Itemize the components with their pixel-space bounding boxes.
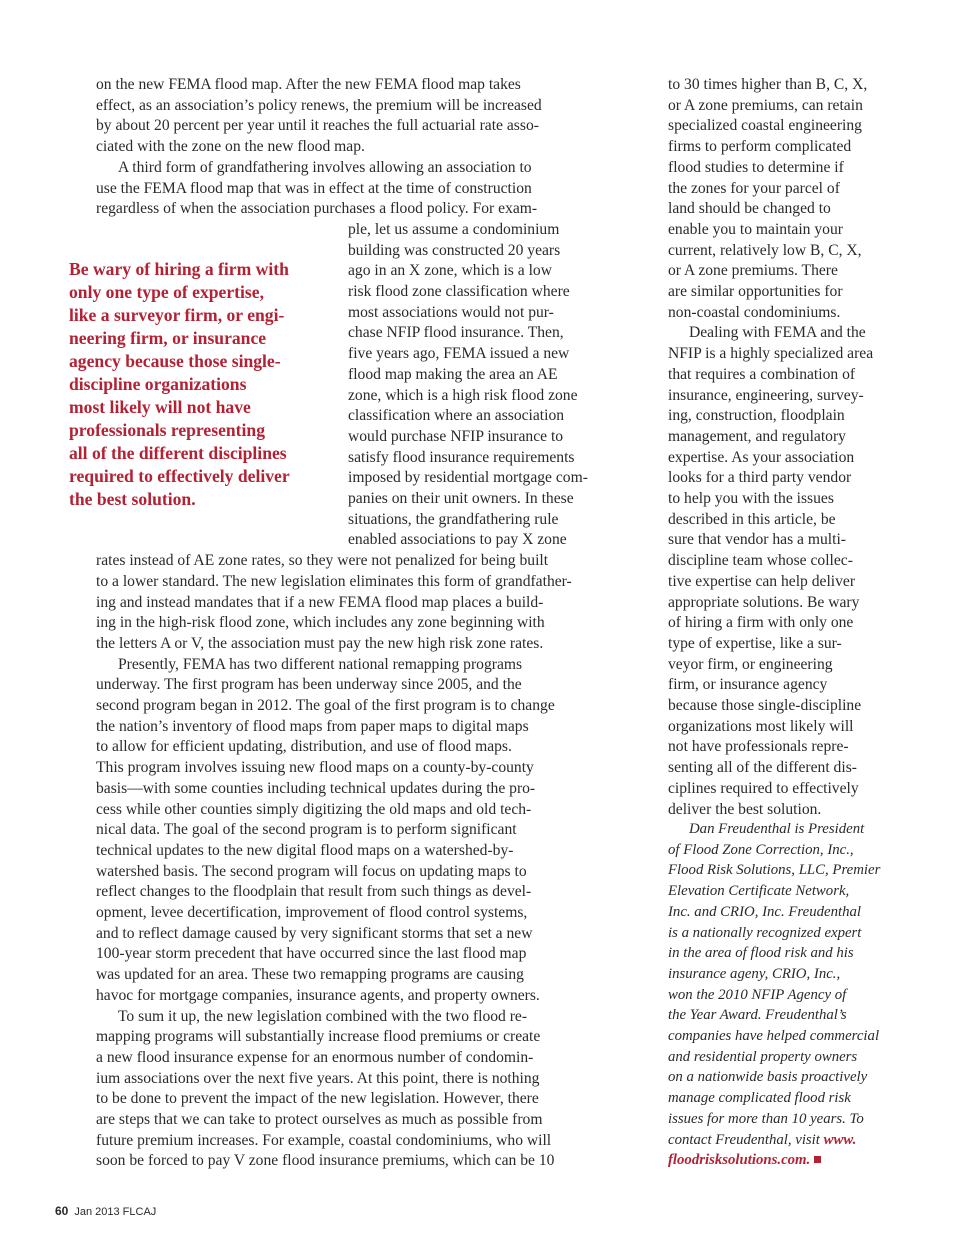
body-line: that requires a combination of xyxy=(668,365,856,383)
bio-line: insurance ageny, CRIO, Inc., xyxy=(668,965,841,982)
body-line: are similar opportunities for xyxy=(668,283,843,300)
bio-line: Flood Risk Solutions, LLC, Premier xyxy=(668,862,881,879)
body-line: looks for a third party vendor xyxy=(668,469,852,487)
body-line: basis—with some counties including technical updates during the pro- xyxy=(96,779,536,797)
pull-quote-line: only one type of expertise, xyxy=(69,282,264,302)
body-line: flood studies to determine if xyxy=(668,158,844,176)
end-of-article-mark-icon xyxy=(814,1156,821,1163)
body-line: nical data. The goal of the second program is to perform significant xyxy=(96,821,517,839)
body-line: veyor firm, or engineering xyxy=(668,655,833,673)
body-line: flood map making the area an AE xyxy=(348,365,558,383)
pull-quote-line: required to effectively deliver xyxy=(69,466,290,486)
body-line: management, and regulatory xyxy=(668,427,846,445)
body-line: risk flood zone classification where xyxy=(348,283,570,300)
pull-quote xyxy=(69,258,290,511)
body-line: watershed basis. The second program will focus on updating maps to xyxy=(96,862,527,880)
bio-line: on a nationwide basis proactively xyxy=(668,1069,868,1086)
body-line: enabled associations to pay X zone xyxy=(348,531,567,549)
body-line: technical updates to the new digital flood maps on a watershed-by- xyxy=(96,841,514,859)
body-line: future premium increases. For example, coastal condominiums, who will xyxy=(96,1131,552,1149)
body-line: classification where an association xyxy=(348,407,565,425)
author-bio xyxy=(668,819,880,1171)
pull-quote-line: like a surveyor firm, or engi- xyxy=(69,305,285,325)
body-line: insurance, engineering, survey- xyxy=(668,386,864,404)
body-line: organizations most likely will xyxy=(668,717,854,735)
body-line: described in this article, be xyxy=(668,510,836,528)
page-footer xyxy=(55,1204,156,1218)
body-line: not have professionals repre- xyxy=(668,738,849,756)
body-line: the nation’s inventory of flood maps from paper maps to digital maps xyxy=(96,717,529,735)
bio-line: won the 2010 NFIP Agency of xyxy=(668,986,847,1003)
body-line: firms to perform complicated xyxy=(668,138,852,156)
body-line: panies on their unit owners. In these xyxy=(348,490,574,507)
pull-quote-line: the best solution. xyxy=(69,489,196,509)
bio-contact-line xyxy=(668,1130,880,1151)
body-line: to a lower standard. The new legislation eliminates this form of grandfather- xyxy=(96,572,572,590)
body-line: ciplines required to effectively xyxy=(668,779,859,797)
body-line: most associations would not pur- xyxy=(348,303,554,321)
body-line: tive expertise can help deliver xyxy=(668,572,856,590)
body-line: or A zone premiums, can retain xyxy=(668,96,863,114)
website-link[interactable]: www. xyxy=(823,1131,857,1148)
body-line: havoc for mortgage companies, insurance agents, and property owners. xyxy=(96,986,540,1004)
page-number: 60 xyxy=(55,1204,69,1218)
issue-label: Jan 2013 FLCAJ xyxy=(74,1206,157,1218)
body-line: ple, let us assume a condominium xyxy=(348,220,560,238)
body-line: to be done to prevent the impact of the new legislation. However, there xyxy=(96,1090,539,1108)
pull-quote-line: discipline organizations xyxy=(69,374,247,394)
body-line: opment, levee decertification, improvement of flood control systems, xyxy=(96,904,528,921)
body-line: regardless of when the association purchases a flood policy. For exam- xyxy=(96,200,538,218)
body-line: enable you to maintain your xyxy=(668,220,843,238)
body-line: deliver the best solution. xyxy=(668,800,822,818)
bio-line: of Flood Zone Correction, Inc., xyxy=(668,841,854,858)
bio-line: in the area of flood risk and his xyxy=(668,945,854,962)
body-line: To sum it up, the new legislation combined with the two flood re- xyxy=(118,1007,528,1025)
body-line: firm, or insurance agency xyxy=(668,676,828,694)
body-line: Dealing with FEMA and the xyxy=(689,324,866,342)
body-line: ago in an X zone, which is a low xyxy=(348,262,552,280)
body-line: use the FEMA flood map that was in effect at the time of construction xyxy=(96,179,532,197)
body-line: mapping programs will substantially increase flood premiums or create xyxy=(96,1028,541,1046)
body-line: 100-year storm precedent that have occurred since the last flood map xyxy=(96,945,527,963)
body-line: sure that vendor has a multi- xyxy=(668,531,846,549)
body-line: expertise. As your association xyxy=(668,448,855,466)
body-line: This program involves issuing new flood maps on a county-by-county xyxy=(96,759,534,777)
body-line: the zones for your parcel of xyxy=(668,179,840,197)
body-line: non-coastal condominiums. xyxy=(668,303,841,321)
body-line: soon be forced to pay V zone flood insurance premiums, which can be 10 xyxy=(96,1152,555,1170)
body-line: senting all of the different dis- xyxy=(668,759,857,777)
body-line: a new flood insurance expense for an enormous number of condomin- xyxy=(96,1048,534,1066)
bio-line: the Year Award. Freudenthal’s xyxy=(668,1007,847,1024)
bio-line: and residential property owners xyxy=(668,1048,858,1065)
body-line: of hiring a firm with only one xyxy=(668,614,854,632)
body-line: to allow for efficient updating, distribution, and use of flood maps. xyxy=(96,738,512,756)
pull-quote-line: most likely will not have xyxy=(69,397,251,417)
body-line: the letters A or V, the association must pay the new high risk zone rates. xyxy=(96,634,544,652)
body-line: because those single-discipline xyxy=(668,697,862,714)
body-line: was updated for an area. These two remapping programs are causing xyxy=(96,966,524,984)
body-line: current, relatively low B, C, X, xyxy=(668,241,862,259)
body-line: effect, as an association’s policy renews, the premium will be increased xyxy=(96,96,542,114)
bio-line: is a nationally recognized expert xyxy=(668,924,862,941)
bio-line: Elevation Certificate Network, xyxy=(668,883,850,900)
body-line: NFIP is a highly specialized area xyxy=(668,345,874,363)
body-line: cess while other counties simply digitizing the old maps and old tech- xyxy=(96,800,532,818)
body-line: type of expertise, like a sur- xyxy=(668,634,842,652)
body-line: reflect changes to the floodplain that result from such things as devel- xyxy=(96,883,532,901)
body-line: imposed by residential mortgage com- xyxy=(348,469,588,487)
body-line: underway. The first program has been underway since 2005, and the xyxy=(96,676,522,694)
body-line: would purchase NFIP insurance to xyxy=(348,427,564,445)
body-line: situations, the grandfathering rule xyxy=(348,510,559,528)
body-line: zone, which is a high risk flood zone xyxy=(348,386,578,404)
body-line: and to reflect damage caused by very significant storms that set a new xyxy=(96,924,533,942)
bio-line: Dan Freudenthal is President xyxy=(689,821,865,837)
body-line: by about 20 percent per year until it reaches the full actuarial rate asso- xyxy=(96,117,539,135)
body-line: on the new FEMA flood map. After the new FEMA flood map takes xyxy=(96,76,521,93)
body-line: to help you with the issues xyxy=(668,490,834,507)
pull-quote-line: professionals representing xyxy=(69,420,265,440)
bio-line: issues for more than 10 years. To xyxy=(668,1110,864,1127)
bio-line: companies have helped commercial xyxy=(668,1028,880,1045)
pull-quote-line: neering firm, or insurance xyxy=(69,328,267,348)
pull-quote-line: Be wary of hiring a firm with xyxy=(69,259,289,279)
bio-contact-line xyxy=(668,1150,880,1171)
pull-quote-line: agency because those single- xyxy=(69,351,281,371)
body-line: rates instead of AE zone rates, so they were not penalized for being built xyxy=(96,552,549,570)
body-line: to 30 times higher than B, C, X, xyxy=(668,76,868,93)
website-link[interactable]: floodrisksolutions.com. xyxy=(668,1152,811,1169)
body-line: ciated with the zone on the new flood map. xyxy=(96,138,365,156)
body-line: ing, construction, floodplain xyxy=(668,407,845,425)
body-line: discipline team whose collec- xyxy=(668,552,853,570)
bio-contact-prefix: contact Freudenthal, visit xyxy=(668,1131,824,1148)
body-line: ing and instead mandates that if a new FEMA flood map places a build- xyxy=(96,593,544,611)
pull-quote-line: all of the different disciplines xyxy=(69,443,287,463)
body-line: specialized coastal engineering xyxy=(668,117,862,135)
body-line: building was constructed 20 years xyxy=(348,241,561,259)
body-line: or A zone premiums. There xyxy=(668,262,838,280)
body-line: are steps that we can take to protect ourselves as much as possible from xyxy=(96,1111,543,1128)
body-line: A third form of grandfathering involves allowing an association to xyxy=(118,158,532,176)
body-line: second program began in 2012. The goal of the first program is to change xyxy=(96,697,555,714)
body-line: land should be changed to xyxy=(668,200,831,218)
bio-line: Inc. and CRIO, Inc. Freudenthal xyxy=(668,903,861,920)
body-line: five years ago, FEMA issued a new xyxy=(348,345,570,363)
body-line: satisfy flood insurance requirements xyxy=(348,448,575,466)
body-line: chase NFIP flood insurance. Then, xyxy=(348,324,564,342)
body-line: appropriate solutions. Be wary xyxy=(668,593,860,611)
bio-line: manage complicated flood risk xyxy=(668,1090,851,1107)
body-line: ing in the high-risk flood zone, which includes any zone beginning with xyxy=(96,614,545,632)
body-line: Presently, FEMA has two different national remapping programs xyxy=(118,655,523,673)
body-line: ium associations over the next five years. At this point, there is nothing xyxy=(96,1069,540,1087)
